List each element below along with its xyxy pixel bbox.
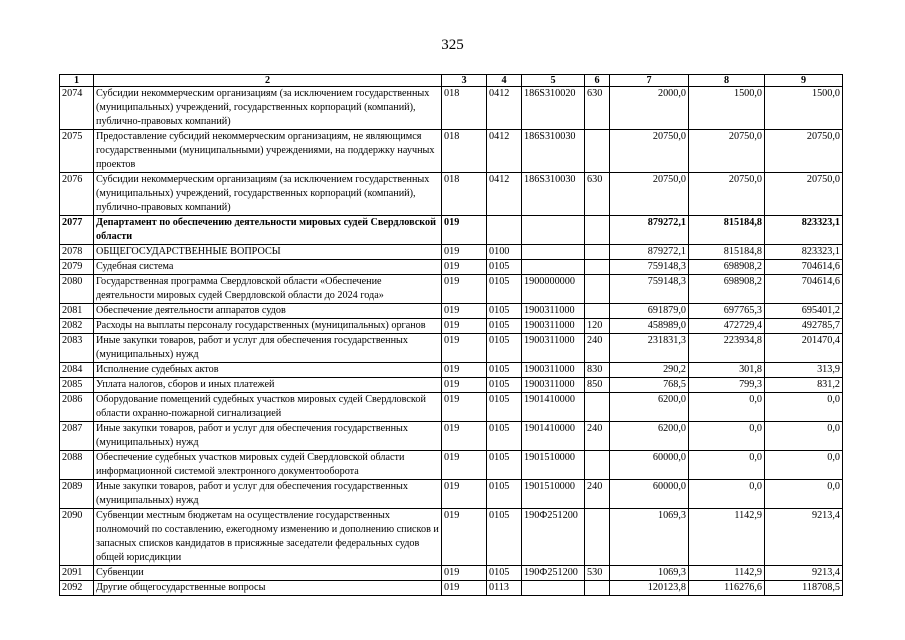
row-name: Субвенции [94,566,442,581]
section-code: 0105 [487,334,522,363]
ministry-code: 018 [442,130,487,173]
column-header: 9 [765,75,843,87]
amount-year-3: 0,0 [765,480,843,509]
target-article-code: 1900311000 [522,304,585,319]
ministry-code: 019 [442,509,487,566]
table-row [60,393,843,422]
target-article-code: 1900311000 [522,363,585,378]
target-article-code [522,581,585,596]
expense-type-code [585,130,610,173]
row-name: Иные закупки товаров, работ и услуг для обеспечения государственных (муниципальных) нужд [94,480,442,509]
amount-year-3: 0,0 [765,422,843,451]
target-article-code [522,216,585,245]
amount-year-1: 879272,1 [610,245,689,260]
row-name: Государственная программа Свердловской области «Обеспечение деятельности мировых судей Свердловской области до 2024 года» [94,275,442,304]
expense-type-code: 830 [585,363,610,378]
row-number: 2089 [60,480,94,509]
target-article-code: 1900311000 [522,319,585,334]
ministry-code: 019 [442,319,487,334]
ministry-code: 019 [442,275,487,304]
amount-year-3: 823323,1 [765,245,843,260]
expense-type-code: 240 [585,422,610,451]
target-article-code: 1900311000 [522,334,585,363]
amount-year-2: 799,3 [689,378,765,393]
amount-year-2: 472729,4 [689,319,765,334]
expense-type-code [585,304,610,319]
amount-year-3: 20750,0 [765,173,843,216]
ministry-code: 019 [442,422,487,451]
column-header: 4 [487,75,522,87]
amount-year-3: 1500,0 [765,87,843,130]
expense-type-code [585,451,610,480]
row-name: Исполнение судебных актов [94,363,442,378]
table-row [60,363,843,378]
row-number: 2080 [60,275,94,304]
section-code: 0105 [487,480,522,509]
table-row [60,509,843,566]
row-name: Уплата налогов, сборов и иных платежей [94,378,442,393]
expense-type-code: 630 [585,173,610,216]
section-code: 0105 [487,304,522,319]
row-number: 2078 [60,245,94,260]
expense-type-code [585,216,610,245]
amount-year-3: 0,0 [765,393,843,422]
amount-year-1: 231831,3 [610,334,689,363]
amount-year-3: 9213,4 [765,566,843,581]
amount-year-2: 20750,0 [689,130,765,173]
amount-year-3: 695401,2 [765,304,843,319]
table-header-row [60,75,843,87]
row-number: 2076 [60,173,94,216]
amount-year-2: 1142,9 [689,509,765,566]
section-code: 0105 [487,275,522,304]
row-name: Субсидии некоммерческим организациям (за исключением государственных (муниципальных) учреждений, государственных корпораций (компаний), публично-правовых компаний) [94,173,442,216]
target-article-code: 186S310020 [522,87,585,130]
amount-year-1: 20750,0 [610,130,689,173]
table-row [60,245,843,260]
ministry-code: 019 [442,378,487,393]
ministry-code: 019 [442,334,487,363]
row-number: 2087 [60,422,94,451]
amount-year-3: 704614,6 [765,260,843,275]
amount-year-1: 759148,3 [610,275,689,304]
target-article-code: 1901510000 [522,480,585,509]
table-row [60,581,843,596]
row-number: 2081 [60,304,94,319]
amount-year-3: 201470,4 [765,334,843,363]
row-number: 2086 [60,393,94,422]
amount-year-2: 815184,8 [689,245,765,260]
row-name: Департамент по обеспечению деятельности мировых судей Свердловской области [94,216,442,245]
row-number: 2079 [60,260,94,275]
section-code: 0113 [487,581,522,596]
expense-type-code [585,260,610,275]
amount-year-2: 815184,8 [689,216,765,245]
target-article-code [522,245,585,260]
amount-year-1: 1069,3 [610,566,689,581]
table-row [60,378,843,393]
ministry-code: 019 [442,216,487,245]
table-row [60,304,843,319]
target-article-code: 1901410000 [522,393,585,422]
row-name: Обеспечение деятельности аппаратов судов [94,304,442,319]
amount-year-3: 492785,7 [765,319,843,334]
row-number: 2077 [60,216,94,245]
row-name: Оборудование помещений судебных участков мировых судей Свердловской области охранно-пожарной сигнализацией [94,393,442,422]
row-name: Иные закупки товаров, работ и услуг для обеспечения государственных (муниципальных) нужд [94,334,442,363]
table-row [60,480,843,509]
column-header: 7 [610,75,689,87]
row-name: Другие общегосударственные вопросы [94,581,442,596]
target-article-code: 186S310030 [522,130,585,173]
section-code: 0105 [487,422,522,451]
amount-year-2: 0,0 [689,451,765,480]
amount-year-2: 0,0 [689,393,765,422]
target-article-code: 1900311000 [522,378,585,393]
amount-year-1: 879272,1 [610,216,689,245]
row-name: ОБЩЕГОСУДАРСТВЕННЫЕ ВОПРОСЫ [94,245,442,260]
expense-type-code: 630 [585,87,610,130]
amount-year-2: 116276,6 [689,581,765,596]
budget-table [59,74,843,596]
amount-year-2: 20750,0 [689,173,765,216]
ministry-code: 019 [442,363,487,378]
amount-year-3: 0,0 [765,451,843,480]
target-article-code: 1900000000 [522,275,585,304]
row-number: 2092 [60,581,94,596]
table-body [60,87,843,596]
section-code: 0105 [487,509,522,566]
amount-year-2: 1142,9 [689,566,765,581]
amount-year-1: 691879,0 [610,304,689,319]
row-number: 2083 [60,334,94,363]
row-number: 2090 [60,509,94,566]
row-number: 2084 [60,363,94,378]
ministry-code: 018 [442,87,487,130]
section-code: 0105 [487,319,522,334]
amount-year-1: 6200,0 [610,422,689,451]
column-header: 1 [60,75,94,87]
amount-year-2: 698908,2 [689,260,765,275]
table-row [60,334,843,363]
amount-year-2: 697765,3 [689,304,765,319]
expense-type-code [585,581,610,596]
row-number: 2085 [60,378,94,393]
section-code: 0105 [487,378,522,393]
ministry-code: 019 [442,393,487,422]
amount-year-2: 698908,2 [689,275,765,304]
target-article-code [522,260,585,275]
expense-type-code [585,509,610,566]
row-name: Судебная система [94,260,442,275]
table-row [60,566,843,581]
table-row [60,451,843,480]
amount-year-1: 2000,0 [610,87,689,130]
column-header: 6 [585,75,610,87]
table-row [60,216,843,245]
amount-year-3: 118708,5 [765,581,843,596]
ministry-code: 018 [442,173,487,216]
row-name: Субвенции местным бюджетам на осуществление государственных полномочий по составлению, ежегодному изменению и дополнению списков и запасных списков кандидатов в присяжные заседатели федеральных судов общей юрисдикции [94,509,442,566]
row-number: 2088 [60,451,94,480]
section-code [487,216,522,245]
table-row [60,87,843,130]
amount-year-1: 290,2 [610,363,689,378]
ministry-code: 019 [442,245,487,260]
row-name: Обеспечение судебных участков мировых судей Свердловской области информационной системой электронного документооборота [94,451,442,480]
amount-year-3: 823323,1 [765,216,843,245]
ministry-code: 019 [442,451,487,480]
target-article-code: 190Ф251200 [522,509,585,566]
amount-year-2: 301,8 [689,363,765,378]
amount-year-3: 9213,4 [765,509,843,566]
amount-year-1: 20750,0 [610,173,689,216]
row-name: Расходы на выплаты персоналу государственных (муниципальных) органов [94,319,442,334]
column-header: 2 [94,75,442,87]
table-row [60,130,843,173]
ministry-code: 019 [442,566,487,581]
expense-type-code [585,275,610,304]
amount-year-1: 1069,3 [610,509,689,566]
table-row [60,422,843,451]
section-code: 0100 [487,245,522,260]
ministry-code: 019 [442,480,487,509]
amount-year-1: 759148,3 [610,260,689,275]
target-article-code: 1901410000 [522,422,585,451]
section-code: 0412 [487,130,522,173]
row-name: Предоставление субсидий некоммерческим организациям, не являющимся государственными (муниципальными) учреждениями, на поддержку научных проектов [94,130,442,173]
expense-type-code [585,393,610,422]
amount-year-1: 60000,0 [610,451,689,480]
row-number: 2075 [60,130,94,173]
amount-year-2: 0,0 [689,480,765,509]
section-code: 0412 [487,173,522,216]
row-number: 2074 [60,87,94,130]
amount-year-3: 20750,0 [765,130,843,173]
column-header: 5 [522,75,585,87]
row-number: 2082 [60,319,94,334]
expense-type-code: 530 [585,566,610,581]
ministry-code: 019 [442,581,487,596]
amount-year-1: 6200,0 [610,393,689,422]
row-number: 2091 [60,566,94,581]
column-header: 8 [689,75,765,87]
table-row [60,260,843,275]
target-article-code: 186S310030 [522,173,585,216]
table-row [60,319,843,334]
expense-type-code [585,245,610,260]
ministry-code: 019 [442,260,487,275]
row-name: Иные закупки товаров, работ и услуг для обеспечения государственных (муниципальных) нужд [94,422,442,451]
table-row [60,173,843,216]
section-code: 0105 [487,260,522,275]
section-code: 0105 [487,566,522,581]
amount-year-1: 120123,8 [610,581,689,596]
section-code: 0105 [487,451,522,480]
amount-year-3: 313,9 [765,363,843,378]
amount-year-1: 458989,0 [610,319,689,334]
section-code: 0105 [487,393,522,422]
expense-type-code: 240 [585,334,610,363]
amount-year-3: 831,2 [765,378,843,393]
amount-year-3: 704614,6 [765,275,843,304]
section-code: 0105 [487,363,522,378]
target-article-code: 1901510000 [522,451,585,480]
amount-year-2: 223934,8 [689,334,765,363]
expense-type-code: 240 [585,480,610,509]
target-article-code: 190Ф251200 [522,566,585,581]
amount-year-2: 0,0 [689,422,765,451]
amount-year-1: 60000,0 [610,480,689,509]
amount-year-2: 1500,0 [689,87,765,130]
page-number: 325 [441,37,464,53]
expense-type-code: 120 [585,319,610,334]
amount-year-1: 768,5 [610,378,689,393]
section-code: 0412 [487,87,522,130]
expense-type-code: 850 [585,378,610,393]
ministry-code: 019 [442,304,487,319]
row-name: Субсидии некоммерческим организациям (за исключением государственных (муниципальных) учреждений, государственных корпораций (компаний), публично-правовых компаний) [94,87,442,130]
column-header: 3 [442,75,487,87]
table-row [60,275,843,304]
